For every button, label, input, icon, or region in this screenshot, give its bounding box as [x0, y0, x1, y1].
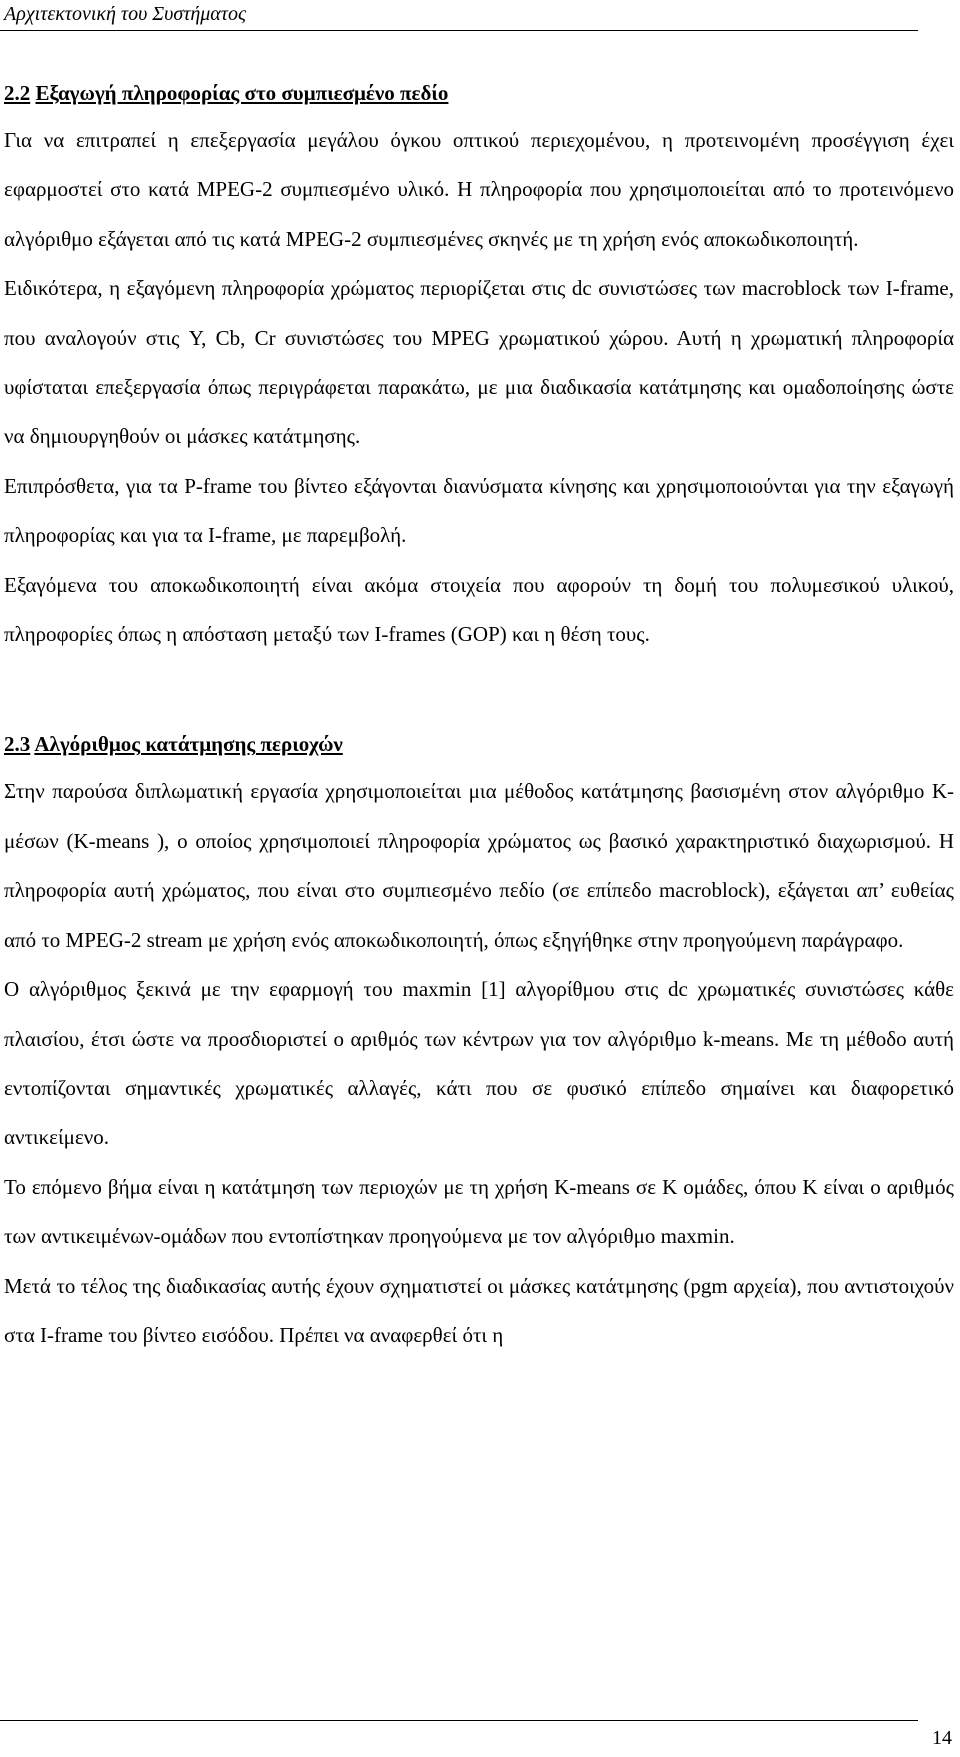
paragraph: Το επόμενο βήμα είναι η κατάτμηση των περιοχών με τη χρήση K-means σε K ομάδες, όπου K είναι ο αριθμός των αντικειμένων-ομάδων που εντοπίστηκαν προηγούμενα με τον αλγόριθμο maxmin. — [4, 1174, 954, 1249]
paragraph: Στην παρούσα διπλωματική εργασία χρησιμοποιείται μια μέθοδος κατάτμησης βασισμένη στον αλγόριθμο K-μέσων (K-means ), ο οποίος χρησιμοποιεί πληροφορία χρώματος ως βασικό χαρακτηριστικό διαχωρισμού. Η πληροφορία αυτή χρώματος, που είναι στο συμπιεσμένο πεδίο (σε επίπεδο macroblock), εξάγεται απ’ ευθείας από το MPEG-2 stream με χρήση ενός αποκωδικοποιητή, όπως εξηγήθηκε στην προηγούμενη παράγραφο. — [4, 779, 954, 952]
paragraph: Εξαγόμενα του αποκωδικοποιητή είναι ακόμα στοιχεία που αφορούν τη δομή του πολυμεσικού υλικού, πληροφορίες όπως η απόσταση μεταξύ των I-frames (GOP) και η θέση τους. — [4, 572, 954, 647]
paragraph: Ο αλγόριθμος ξεκινά με την εφαρμογή του maxmin [1] αλγορίθμου στις dc χρωματικές συνιστώσες κάθε πλαισίου, έτσι ώστε να προσδιοριστεί ο αριθμός των κέντρων για τον αλγόριθμο k-means. Με τη μέθοδο αυτή εντοπίζονται σημαντικές χρωματικές αλλαγές, κάτι που σε φυσικό επίπεδο σημαίνει και διαφορετικό αντικείμενο. — [4, 977, 954, 1150]
section-number: 2.3 — [4, 732, 31, 757]
section-title: Αλγόριθμος κατάτμησης περιοχών — [34, 732, 343, 757]
section-heading-2-2 — [4, 70, 954, 116]
page-content — [4, 70, 954, 1360]
page-number: 14 — [932, 1727, 952, 1749]
paragraph: Επιπρόσθετα, για τα P-frame του βίντεο εξάγονται διανύσματα κίνησης και χρησιμοποιούνται για την εξαγωγή πληροφορίας και για τα I-frame, με παρεμβολή. — [4, 473, 954, 548]
footer-rule — [0, 1720, 918, 1721]
section-heading-2-3 — [4, 721, 954, 767]
header-rule — [0, 30, 918, 31]
section-title: Εξαγωγή πληροφορίας στο συμπιεσμένο πεδίο — [35, 81, 449, 105]
paragraph: Ειδικότερα, η εξαγόμενη πληροφορία χρώματος περιορίζεται στις dc συνιστώσες των macroblock των I-frame, που αναλογούν στις Y, Cb, Cr συνιστώσες του MPEG χρωματικού χώρου. Αυτή η χρωματική πληροφορία υφίσταται επεξεργασία όπως περιγράφεται παρακάτω, με μια διαδικασία κατάτμησης και ομαδοποίησης ώστε να δημιουργηθούν οι μάσκες κατάτμησης. — [4, 276, 954, 449]
paragraph: Για να επιτραπεί η επεξεργασία μεγάλου όγκου οπτικού περιεχομένου, η προτεινομένη προσέγγιση έχει εφαρμοστεί στο κατά MPEG-2 συμπιεσμένο υλικό. Η πληροφορία που χρησιμοποιείται από το προτεινόμενο αλγόριθμο εξάγεται από τις κατά MPEG-2 συμπιεσμένες σκηνές με τη χρήση ενός αποκωδικοποιητή. — [4, 128, 954, 251]
paragraph: Μετά το τέλος της διαδικασίας αυτής έχουν σχηματιστεί οι μάσκες κατάτμησης (pgm αρχεία), που αντιστοιχούν στα I-frame του βίντεο εισόδου. Πρέπει να αναφερθεί ότι η — [4, 1273, 954, 1347]
section-number: 2.2 — [4, 81, 31, 105]
section-spacer — [4, 659, 954, 721]
running-header: Αρχιτεκτονική του Συστήματος — [4, 3, 247, 25]
